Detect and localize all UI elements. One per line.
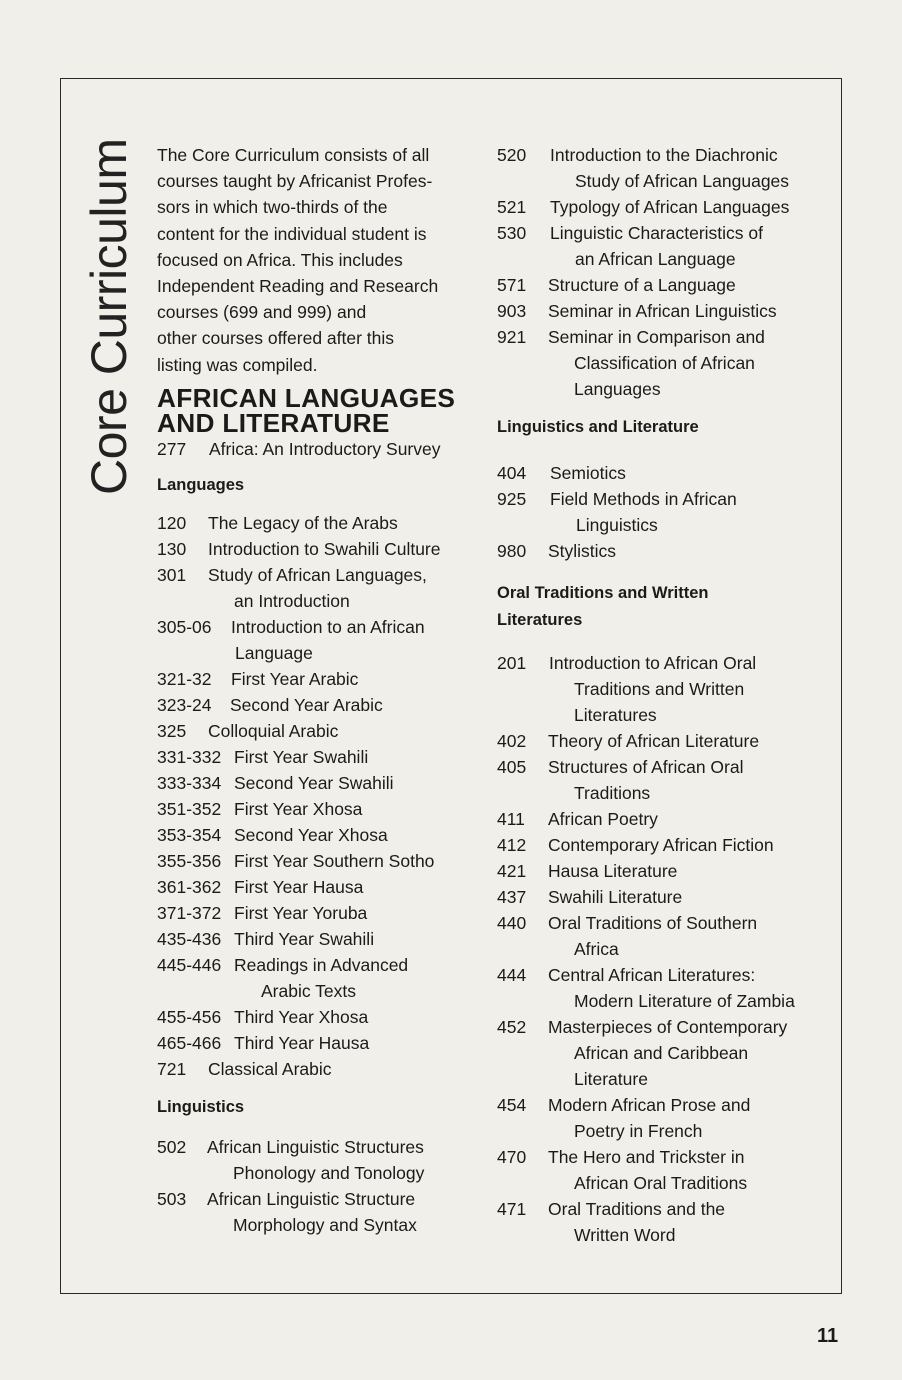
intro-line: focused on Africa. This includes bbox=[157, 249, 403, 270]
linguistics-cont-list bbox=[497, 142, 837, 402]
course-entry: 120 The Legacy of the Arabs bbox=[157, 512, 398, 533]
intro-line: content for the individual student is bbox=[157, 223, 427, 244]
course-entry: 412 Contemporary African Fiction bbox=[497, 835, 774, 855]
course-entry: 520 Introduction to the Diachronic Study of African Languages bbox=[497, 145, 790, 191]
course-entry: 305-06 Introduction to an African Language bbox=[157, 616, 425, 663]
course-entry: 323-24 Second Year Arabic bbox=[157, 694, 383, 715]
side-title: Core Curriculum bbox=[81, 138, 137, 495]
course-entry: 353-354 Second Year Xhosa bbox=[157, 824, 388, 845]
linguistics-list bbox=[157, 1134, 492, 1238]
intro-line: The Core Curriculum consists of all bbox=[157, 145, 430, 165]
course-entry: 405 Structures of African Oral Traditions bbox=[497, 757, 744, 803]
course-entry: 471 Oral Traditions and the Written Word bbox=[497, 1199, 726, 1245]
course-entry: 130 Introduction to Swahili Culture bbox=[157, 538, 441, 559]
ling-lit-heading: Linguistics and Literature bbox=[497, 418, 699, 436]
languages-list bbox=[157, 510, 492, 1082]
course-entry: 454 Modern African Prose and Poetry in French bbox=[497, 1095, 751, 1141]
course-entry: 421 Hausa Literature bbox=[497, 861, 678, 881]
right-column bbox=[497, 142, 837, 1248]
intro-line: other courses offered after this bbox=[157, 328, 395, 349]
left-column bbox=[157, 142, 492, 1238]
course-entry: 452 Masterpieces of Contemporary African and Caribbean Literature bbox=[497, 1017, 788, 1089]
course-entry: 435-436 Third Year Swahili bbox=[157, 928, 375, 949]
course-entry: 331-332 First Year Swahili bbox=[157, 746, 369, 767]
section-title: AFRICAN LANGUAGES AND LITERATURE bbox=[157, 382, 456, 438]
course-entry: 465-466 Third Year Hausa bbox=[157, 1032, 370, 1053]
course-entry: 361-362 First Year Hausa bbox=[157, 876, 364, 897]
course-entry: 351-352 First Year Xhosa bbox=[157, 798, 363, 819]
course-entry: 503 African Linguistic Structure Morphology and Syntax bbox=[157, 1188, 417, 1235]
course-entry: 521 Typology of African Languages bbox=[497, 197, 790, 217]
course-entry: 355-356 First Year Southern Sotho bbox=[157, 850, 435, 871]
intro-paragraph bbox=[157, 142, 492, 378]
course-entry: 925 Field Methods in African Linguistics bbox=[497, 489, 737, 535]
course-entry: 301 Study of African Languages, an Introduction bbox=[157, 564, 427, 611]
intro-line: courses taught by Africanist Profes- bbox=[157, 171, 433, 192]
course-survey: 277 Africa: An Introductory Survey bbox=[157, 438, 441, 459]
languages-heading: Languages bbox=[157, 475, 245, 494]
course-entry: 321-32 First Year Arabic bbox=[157, 668, 359, 689]
course-entry: 440 Oral Traditions of Southern Africa bbox=[497, 913, 758, 959]
course-entry: 455-456 Third Year Xhosa bbox=[157, 1006, 369, 1027]
course-entry: 371-372 First Year Yoruba bbox=[157, 902, 368, 923]
intro-line: Independent Reading and Research bbox=[157, 276, 439, 297]
course-entry: 404 Semiotics bbox=[497, 463, 626, 483]
course-entry: 445-446 Readings in Advanced Arabic Texts bbox=[157, 954, 409, 1001]
course-entry: 470 The Hero and Trickster in African Oral Traditions bbox=[497, 1147, 748, 1193]
course-entry: 201 Introduction to African Oral Traditions and Written Literatures bbox=[497, 653, 757, 725]
course-entry: 571 Structure of a Language bbox=[497, 275, 736, 295]
linguistics-heading: Linguistics bbox=[157, 1097, 245, 1116]
ling-lit-list bbox=[497, 460, 837, 564]
course-entry: 903 Seminar in African Linguistics bbox=[497, 301, 777, 321]
intro-line: listing was compiled. bbox=[157, 354, 318, 375]
course-entry: 530 Linguistic Characteristics of an African Language bbox=[497, 223, 763, 269]
course-entry: 980 Stylistics bbox=[497, 541, 617, 561]
course-entry: 721 Classical Arabic bbox=[157, 1058, 332, 1079]
page-number: 11 bbox=[817, 1325, 839, 1347]
course-entry: 333-334 Second Year Swahili bbox=[157, 772, 394, 793]
course-entry: 411 African Poetry bbox=[497, 809, 658, 829]
course-entry: 502 African Linguistic Structures Phonology and Tonology bbox=[157, 1136, 425, 1183]
oral-heading: Oral Traditions and Written Literatures bbox=[497, 584, 709, 629]
oral-list bbox=[497, 650, 837, 1248]
course-entry: 444 Central African Literatures: Modern Literature of Zambia bbox=[497, 965, 795, 1011]
course-entry: 437 Swahili Literature bbox=[497, 887, 683, 907]
course-entry: 325 Colloquial Arabic bbox=[157, 720, 339, 741]
intro-line: sors in which two-thirds of the bbox=[157, 197, 388, 218]
course-entry: 402 Theory of African Literature bbox=[497, 731, 760, 751]
intro-line: courses (699 and 999) and bbox=[157, 302, 367, 323]
course-entry: 921 Seminar in Comparison and Classification of African Languages bbox=[497, 327, 765, 399]
